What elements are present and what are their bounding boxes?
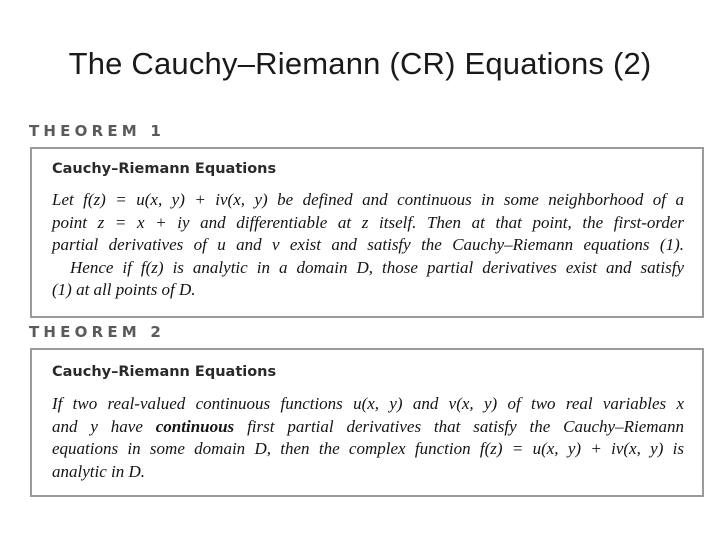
theorem-2-line <box>52 416 684 439</box>
theorem-2-body <box>52 393 684 483</box>
theorem-2-box <box>30 348 704 497</box>
theorem-2-emphasis: continuous <box>155 416 235 436</box>
theorem-2-line-part: first partial derivatives that satisfy the Cauchy–Riemann <box>247 416 685 436</box>
theorem-1-heading: Cauchy–Riemann Equations <box>52 161 277 177</box>
theorem-1-line: (1) at all points of D. <box>52 280 196 299</box>
theorem-1-line: partial derivatives of u and v exist and satisfy the Cauchy–Riemann equations (1). <box>52 235 684 254</box>
theorem-2-line: equations in some domain D, then the complex function f(z) = u(x, y) + iv(x, y) is <box>52 439 684 458</box>
theorem-2-line: analytic in D. <box>52 461 146 481</box>
theorem-1-box <box>30 147 704 318</box>
theorem-1-label: THEOREM 1 <box>29 122 165 140</box>
theorem-1-body <box>52 189 684 302</box>
slide-title: The Cauchy–Riemann (CR) Equations (2) <box>68 46 652 81</box>
theorem-1-line: Let f(z) = u(x, y) + iv(x, y) be defined and continuous in some neighborhood of a <box>52 190 684 209</box>
theorem-1-line: Hence if f(z) is analytic in a domain D, those partial derivatives exist and satisfy <box>70 257 684 277</box>
theorem-1-line: point z = x + iy and differentiable at z itself. Then at that point, the first-order <box>52 212 684 232</box>
theorem-2-line-part: and y have <box>52 416 143 436</box>
theorem-2-label: THEOREM 2 <box>29 323 165 341</box>
theorem-2-heading: Cauchy–Riemann Equations <box>52 364 277 380</box>
theorem-2-line: If two real-valued continuous functions u(x, y) and v(x, y) of two real variables x <box>52 394 684 413</box>
